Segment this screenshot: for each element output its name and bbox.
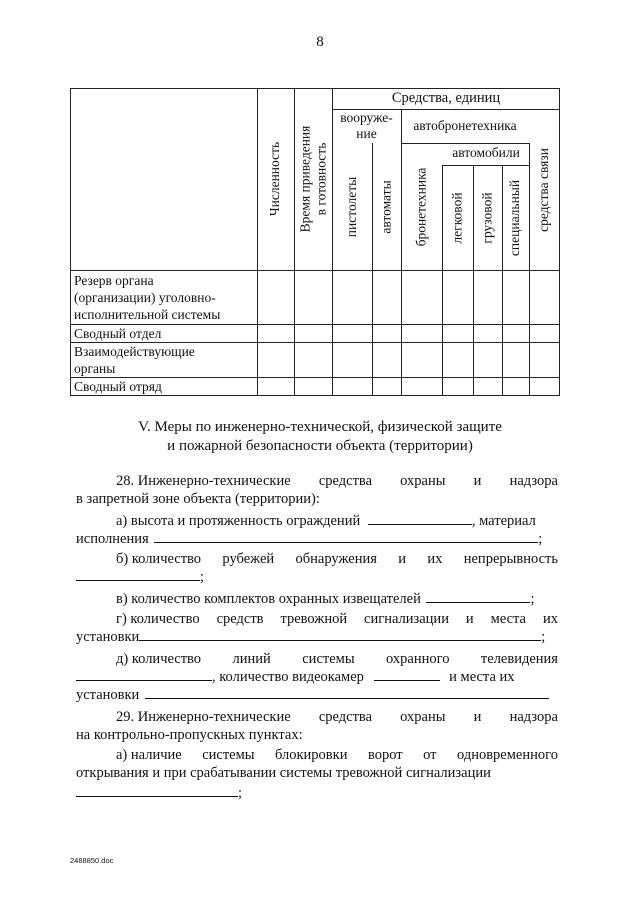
col-comms-cell [529,109,559,270]
fill-blank[interactable] [76,784,238,797]
word: и [473,709,482,725]
word: обнаружения [295,551,377,567]
word: 29. Инженерно-технические [116,709,291,725]
col-car-cell [442,165,473,270]
word: линий [232,651,271,667]
section-title-line2: и пожарной безопасности объекта (территории) [167,438,473,454]
p29a-line3 [76,784,558,802]
item-a-text2: исполнения [76,531,149,547]
item-d-line3 [76,686,558,704]
row-label-line: (организации) уголовно- [74,290,216,305]
word: их [427,551,443,567]
semicolon: ; [541,629,546,645]
row-label-line: Взаимодействующие [74,344,195,359]
row-label-reserve [74,272,258,323]
row-label-combined-department [74,325,258,342]
col-readiness-cell [294,88,332,270]
col-rifles-cell [372,143,401,270]
word: рубежей [222,551,275,567]
word: ворот [367,747,403,763]
word: системы [302,651,355,667]
file-name: 2488850.doc [70,856,114,865]
item-a-material: , материал [471,513,536,529]
p28-line2: в запретной зоне объекта (территории): [76,491,320,507]
word: б) количество [116,551,202,567]
word: блокировки [275,747,348,763]
word: тревожной [280,611,348,627]
item-v-text: в) количество комплектов охранных извещателей [116,591,421,607]
word: охраны [400,473,446,489]
word: от [423,747,437,763]
item-b-line1 [116,550,558,568]
semicolon: ; [538,531,543,547]
word: места [490,611,526,627]
word: средства [318,473,372,489]
fill-blank[interactable] [76,668,212,681]
row-label-line: Сводный отдел [74,326,162,341]
header-armored-vehicles: автобронетехника [413,118,517,133]
col-special: специальный [507,179,523,256]
word: одновременного [456,747,558,763]
p29-line2: на контрольно-пропускных пунктах: [76,727,303,743]
item-v-line1 [116,590,558,608]
item-b-line2 [76,568,558,586]
word: надзора [509,709,558,725]
item-d-line1 [116,650,558,668]
fill-blank[interactable] [368,512,472,525]
item-a-line1 [116,512,558,530]
row-label-line: органы [74,361,116,376]
p29-line1 [116,708,558,726]
word: г) количество [116,611,200,627]
semicolon: ; [200,569,205,585]
fill-blank[interactable] [426,590,530,603]
p28-line1 [116,472,558,490]
header-means-units: Средства, единиц [391,90,501,106]
table-border-left [70,88,71,396]
word: 28. Инженерно-технические [116,473,291,489]
item-g-line2 [76,628,558,646]
col-strength-cell [257,88,294,270]
col-car: легковой [449,191,465,244]
forces-table [70,88,560,396]
row-label-line: исполнительной системы [74,307,221,322]
fill-blank[interactable] [154,530,538,543]
semicolon: ; [530,591,535,607]
col-readiness [297,126,329,233]
fill-blank[interactable] [374,668,440,681]
col-readiness-line2: в готовность [313,142,329,216]
page-number: 8 [316,34,324,50]
row-label-line: Сводный отряд [74,379,162,394]
item-a-text: а) высота и протяженность ограждений [116,513,361,529]
col-armored-cell [401,143,442,270]
word: д) количество [116,651,202,667]
word: системы [202,747,255,763]
col-truck-cell [473,165,502,270]
table-border-bottom [70,395,560,396]
col-truck: грузовой [479,191,495,244]
col-strength: Численность [267,141,283,217]
item-d-cameras: , количество видеокамер [212,669,364,685]
table-border-right [559,88,560,396]
row-label-combined-detachment [74,378,258,395]
col-comms: средства связи [536,147,551,232]
word: и [398,551,407,567]
row-label-line: Резерв органа [74,273,154,288]
header-armament [332,110,401,142]
item-d-places: и места их [449,669,515,685]
word: а) наличие [116,747,182,763]
grid-line [70,270,560,271]
fill-blank[interactable] [76,568,200,581]
word: сигнализации [364,611,449,627]
item-a-line2 [76,530,558,548]
item-g-text2: установки [76,629,140,645]
header-armament-line1: вооруже- [340,110,393,125]
word: их [542,611,558,627]
word: и [473,473,482,489]
p29a-line1 [116,746,558,764]
header-automobiles: автомобили [452,145,520,160]
word: телевидения [480,651,558,667]
col-pistols-cell [332,143,372,270]
col-readiness-line1: Время приведения [297,125,313,233]
word: непрерывность [463,551,558,567]
word: надзора [509,473,558,489]
word: средства [318,709,372,725]
col-rifles: автоматы [378,179,394,234]
section-title-line1: V. Меры по инженерно-технической, физической защите [138,419,502,435]
word: охраны [400,709,446,725]
p29a-line2: открывания и при срабатывании системы тревожной сигнализации [76,765,491,781]
col-special-cell [502,165,529,270]
item-g-line1 [116,610,558,628]
word: и [465,611,474,627]
col-pistols: пистолеты [344,176,359,237]
word: средств [216,611,264,627]
header-armament-line2: ние [356,126,377,141]
word: охранного [386,651,450,667]
semicolon: ; [238,785,243,801]
item-d-line2 [76,668,558,686]
row-label-cooperating-bodies [74,343,258,377]
col-armored: бронетехника [413,167,429,246]
fill-blank[interactable] [145,686,549,699]
item-d-text3: установки [76,687,140,703]
fill-blank[interactable] [139,628,541,641]
